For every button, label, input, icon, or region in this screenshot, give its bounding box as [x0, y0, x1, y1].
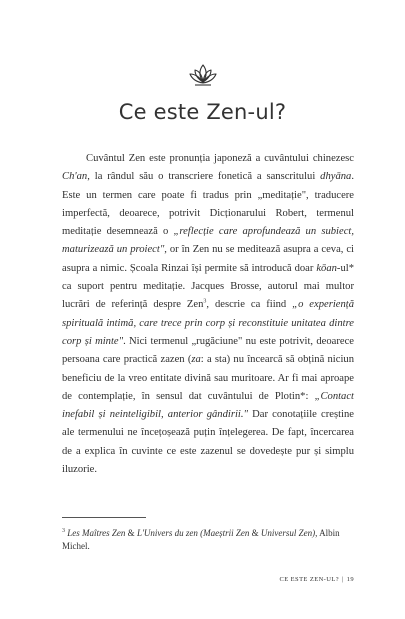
footnote-marker: 3 [62, 528, 65, 534]
body-text [62, 150, 354, 479]
lotus-icon [187, 62, 219, 88]
running-title: CE ESTE ZEN-UL? [279, 576, 339, 583]
separator: | [341, 576, 344, 583]
footnote: $^3$ Les Maîtres Zen & L'Univers du zen (Maeștrii Zen & Universul Zen), Albin Michel. [62, 528, 340, 551]
running-footer [280, 576, 354, 583]
page-number: 19 [346, 576, 354, 583]
chapter-title: Ce este Zen-ul? [118, 100, 287, 124]
footnote-rule [62, 517, 146, 518]
footnote-ref: 3 [203, 298, 207, 305]
paragraph: Cuvântul Zen este pronunția japoneză a cuvântului chinezesc Ch'an, la rândul său o transcriere fonetică a sanscritului dhyāna. Este un termen care poate fi tradus prin „meditație", traducere imperfectă, deoarece, potrivit Dicționarului Robert, termenul meditație desemnează o „reflecție care aprofundează un subiect, maturizează un proiect", or în Zen nu se meditează asupra a ceva, ci asupra a nimic. Școala Rinzai își permite să introducă doar kōan-ul* ca suport pentru meditație. Jacques Brosse, autorul mai multor lucrări de referință despre Zen$^3$, descrie ca fiind „o experiență spirituală intimă, care trece prin corp și reconstituie unitatea dintre corp și minte". Nici termenul „rugăciune" nu este potrivit, deoarece persoana care practică zazen (za: a sta) nu încearcă să obțină niciun beneficiu de la vreo entitate divină sau muritoare. Ar fi mai aproape de contemplație, în sensul dat cuvântului de Plotin*: „Contact inefabil și neinteligibil, anterior gândirii." Dar conotațiile creștine ale termenului ne încețoșează puțin înțelegerea. De fapt, încercarea de a explica în cuvinte ce este zazenul se dovedește pur și simplu iluzorie. [62, 153, 355, 476]
